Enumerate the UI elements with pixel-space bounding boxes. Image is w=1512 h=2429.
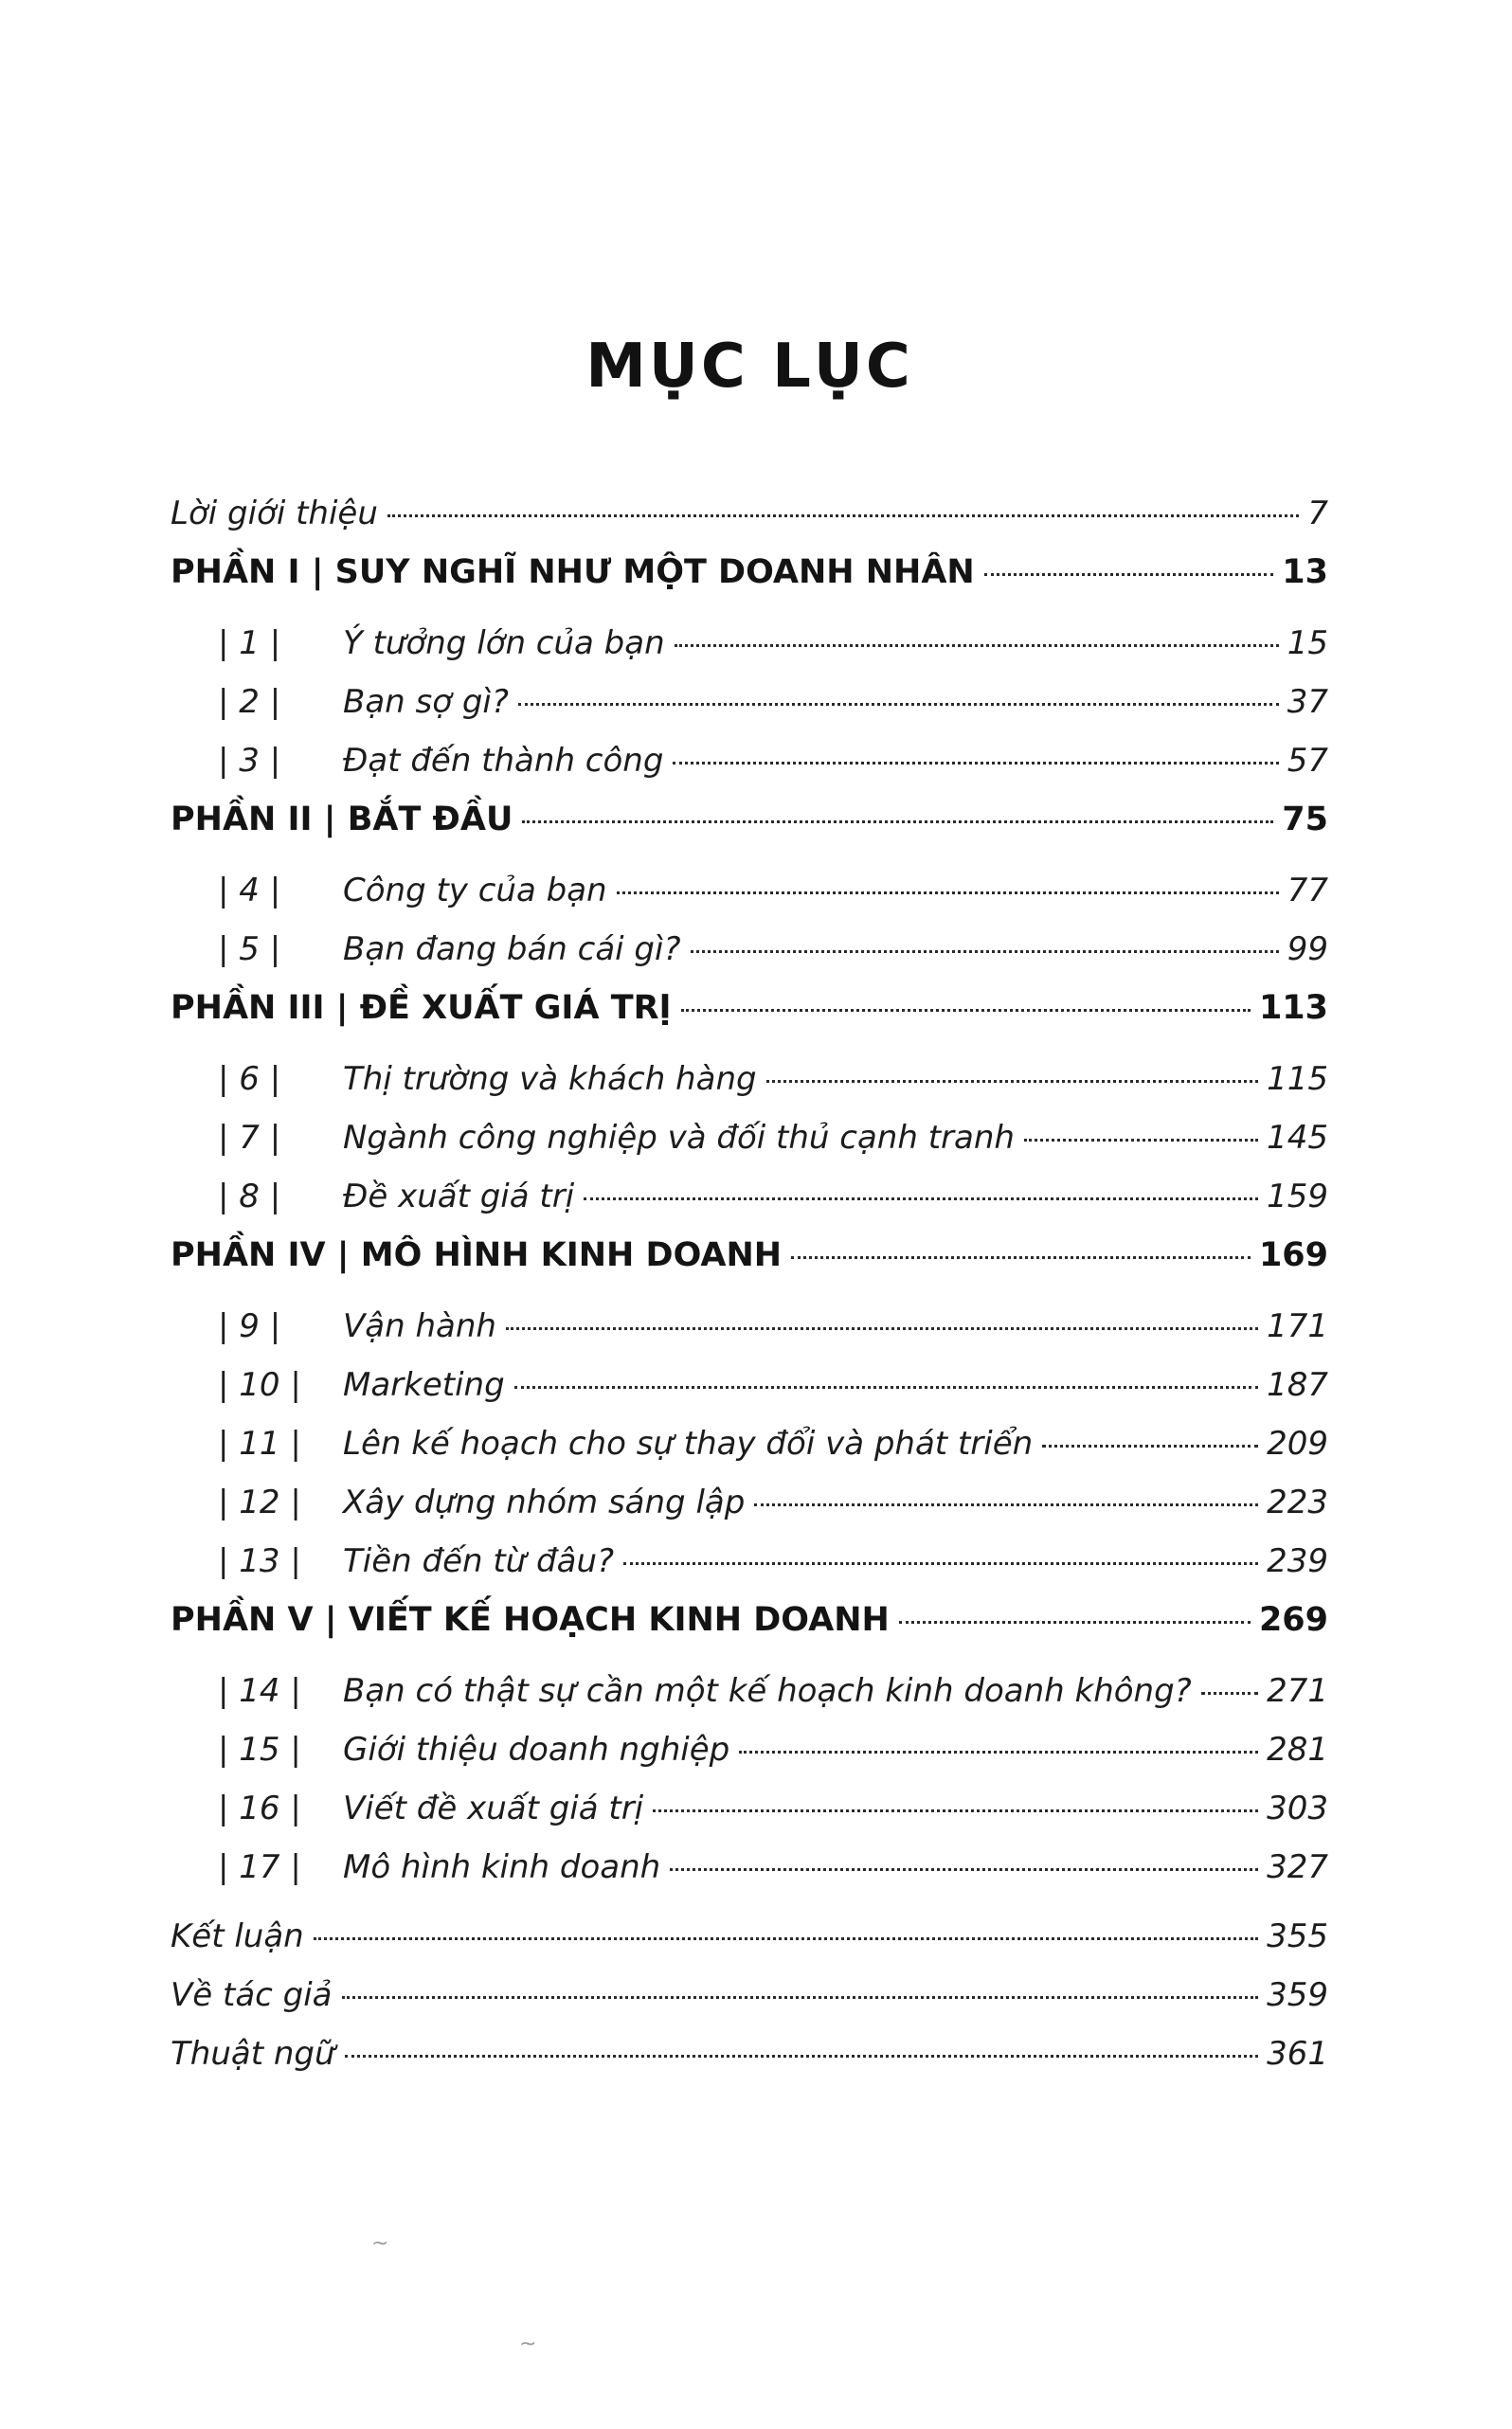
toc-back-entry [171, 2037, 1328, 2072]
page-number: 303 [1267, 1790, 1328, 1827]
page-number: 271 [1267, 1672, 1328, 1710]
chapter-number: | 15 | [218, 1731, 301, 1769]
toc-section-header [171, 991, 1328, 1026]
dot-leader [314, 1937, 1258, 1940]
toc-chapter-entry [171, 1733, 1328, 1768]
toc-chapter-entry [171, 1309, 1328, 1344]
dot-leader [1024, 1139, 1258, 1142]
entry-label: Ngành công nghiệp và đối thủ cạnh tranh [343, 1119, 1015, 1157]
dot-leader [1042, 1445, 1258, 1448]
toc-chapter-entry [171, 1674, 1328, 1709]
entry-label: Về tác giả [171, 1976, 333, 2014]
dot-leader [675, 644, 1279, 647]
chapter-number: | 7 | [218, 1119, 281, 1157]
entry-label: Xây dựng nhóm sáng lập [343, 1484, 746, 1521]
entry-label: Giới thiệu doanh nghiệp [343, 1731, 730, 1769]
page-number: 359 [1267, 1976, 1328, 2014]
page-number: 7 [1307, 495, 1328, 532]
chapter-number: | 6 | [218, 1060, 281, 1098]
entry-label: Công ty của bạn [343, 872, 607, 909]
dot-leader [670, 1868, 1258, 1871]
scan-artifact: ~ [371, 2232, 389, 2256]
toc-chapter-entry [171, 1121, 1328, 1156]
dot-leader [617, 891, 1279, 894]
toc-chapter-entry [171, 744, 1328, 779]
toc-back-entry [171, 1919, 1328, 1954]
page-number: 159 [1267, 1178, 1328, 1215]
toc-section-header [171, 802, 1328, 837]
toc-chapter-entry [171, 1791, 1328, 1826]
page-number: 187 [1267, 1366, 1328, 1404]
page-number: 239 [1267, 1542, 1328, 1580]
entry-label: Tiền đến từ đâu? [343, 1542, 615, 1580]
toc-sections [171, 555, 1328, 1885]
page-number: 115 [1267, 1060, 1328, 1098]
entry-label: Vận hành [343, 1307, 496, 1345]
dot-leader [1201, 1692, 1258, 1695]
toc-chapter-entry [171, 685, 1328, 720]
entry-label: Bạn sợ gì? [343, 683, 509, 721]
chapter-number: | 4 | [218, 872, 281, 909]
page-number: 327 [1267, 1848, 1328, 1886]
dot-leader [791, 1256, 1251, 1259]
section-label: PHẦN IV | MÔ HÌNH KINH DOANH [171, 1236, 783, 1274]
dot-leader [514, 1386, 1258, 1389]
page-number: 99 [1287, 930, 1328, 968]
toc-front-entry [171, 496, 1328, 531]
dot-leader [522, 820, 1273, 823]
chapter-number: | 1 | [218, 624, 281, 662]
toc-chapter-entry [171, 932, 1328, 967]
dot-leader [899, 1621, 1251, 1624]
dot-leader [673, 762, 1278, 765]
entry-label: Thị trường và khách hàng [343, 1060, 757, 1098]
entry-label: Lời giới thiệu [171, 495, 378, 532]
toc-back-entry [171, 1978, 1328, 2013]
entry-label: Đạt đến thành công [343, 742, 664, 780]
dot-leader [342, 1996, 1259, 1999]
dot-leader [984, 573, 1274, 576]
entry-label: Marketing [343, 1366, 505, 1404]
scan-artifact: ~ [519, 2332, 537, 2356]
chapter-number: | 8 | [218, 1178, 281, 1215]
chapter-number: | 2 | [218, 683, 281, 721]
page-number: 269 [1258, 1601, 1328, 1639]
entry-label: Lên kế hoạch cho sự thay đổi và phát triển [343, 1425, 1034, 1463]
entry-label: Kết luận [171, 1917, 304, 1955]
section-label: PHẦN II | BẮT ĐẦU [171, 801, 513, 838]
chapter-number: | 12 | [218, 1484, 301, 1521]
chapter-number: | 11 | [218, 1425, 301, 1463]
entry-label: Mô hình kinh doanh [343, 1848, 661, 1886]
page-number: 13 [1282, 553, 1328, 591]
toc-frontmatter [171, 496, 1328, 531]
dot-leader [518, 703, 1279, 706]
chapter-number: | 13 | [218, 1542, 301, 1580]
page-number: 57 [1287, 742, 1328, 780]
dot-leader [739, 1751, 1258, 1754]
dot-leader [387, 514, 1299, 517]
dot-leader [584, 1197, 1258, 1200]
page-number: 361 [1267, 2035, 1328, 2073]
toc-chapter-entry [171, 1062, 1328, 1097]
entry-label: Ý tưởng lớn của bạn [343, 624, 665, 662]
toc-chapter-entry [171, 1368, 1328, 1403]
dot-leader [623, 1562, 1258, 1565]
page-number: 145 [1267, 1119, 1328, 1157]
chapter-number: | 16 | [218, 1790, 301, 1827]
toc-section-header [171, 1238, 1328, 1273]
page-title: MỤC LỤC [585, 332, 913, 402]
toc-chapter-entry [171, 1179, 1328, 1214]
section-label: PHẦN I | SUY NGHĨ NHƯ MỘT DOANH NHÂN [171, 553, 975, 591]
toc-chapter-entry [171, 873, 1328, 909]
entry-label: Viết đề xuất giá trị [343, 1790, 644, 1827]
section-label: PHẦN III | ĐỀ XUẤT GIÁ TRỊ [171, 989, 672, 1027]
toc-section-header [171, 1603, 1328, 1638]
page-number: 209 [1267, 1425, 1328, 1463]
page-number: 171 [1267, 1307, 1328, 1345]
chapter-number: | 10 | [218, 1366, 301, 1404]
entry-label: Thuật ngữ [171, 2035, 335, 2073]
page-number: 223 [1267, 1484, 1328, 1521]
chapter-number: | 17 | [218, 1848, 301, 1886]
entry-label: Bạn đang bán cái gì? [343, 930, 681, 968]
dot-leader [754, 1503, 1258, 1506]
toc-chapter-entry [171, 1850, 1328, 1885]
dot-leader [506, 1327, 1258, 1330]
dot-leader [691, 950, 1279, 953]
dot-leader [766, 1080, 1259, 1083]
toc-chapter-entry [171, 1485, 1328, 1520]
toc-backmatter [171, 1919, 1328, 2072]
chapter-number: | 14 | [218, 1672, 301, 1710]
toc-chapter-entry [171, 626, 1328, 661]
dot-leader [345, 2055, 1259, 2058]
page-number: 15 [1287, 624, 1328, 662]
dot-leader [681, 1009, 1251, 1012]
chapter-number: | 3 | [218, 742, 281, 780]
page-number: 77 [1287, 872, 1328, 909]
page-number: 281 [1267, 1731, 1328, 1769]
entry-label: Bạn có thật sự cần một kế hoạch kinh doanh không? [343, 1672, 1192, 1710]
entry-label: Đề xuất giá trị [343, 1178, 575, 1215]
dot-leader [653, 1809, 1258, 1812]
toc-chapter-entry [171, 1427, 1328, 1462]
toc-chapter-entry [171, 1544, 1328, 1579]
page-number: 75 [1282, 801, 1328, 838]
table-of-contents [171, 496, 1328, 2072]
section-label: PHẦN V | VIẾT KẾ HOẠCH KINH DOANH [171, 1601, 890, 1639]
page-number: 113 [1258, 989, 1328, 1027]
page-number: 169 [1258, 1236, 1328, 1274]
chapter-number: | 9 | [218, 1307, 281, 1345]
page-number: 37 [1287, 683, 1328, 721]
page-number: 355 [1267, 1917, 1328, 1955]
toc-section-header [171, 555, 1328, 590]
chapter-number: | 5 | [218, 930, 281, 968]
